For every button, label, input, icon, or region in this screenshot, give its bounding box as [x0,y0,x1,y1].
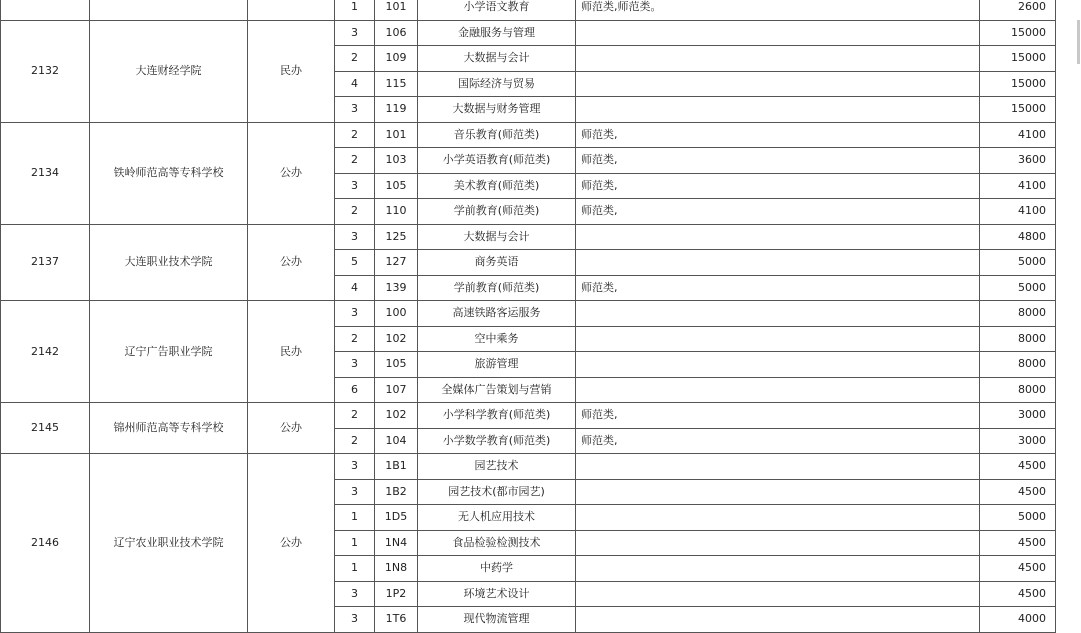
study-years-cell: 2 [335,199,375,225]
major-code-cell: 115 [375,71,418,97]
tuition-cell: 3600 [980,148,1056,174]
tuition-cell: 4800 [980,224,1056,250]
tuition-cell: 15000 [980,97,1056,123]
study-years-cell: 2 [335,326,375,352]
major-code-cell: 105 [375,173,418,199]
school-name-cell: 铁岭师范高等专科学校 [90,122,248,224]
note-cell: 师范类, [576,275,980,301]
tuition-cell: 4500 [980,530,1056,556]
major-code-cell: 139 [375,275,418,301]
major-code-cell: 1T6 [375,607,418,633]
school-type-cell: 公办 [248,454,335,633]
tuition-cell: 4100 [980,122,1056,148]
school-type-cell: 民办 [248,20,335,122]
study-years-cell: 5 [335,250,375,276]
study-years-cell: 3 [335,224,375,250]
major-code-cell: 106 [375,20,418,46]
major-name-cell: 大数据与会计 [418,46,576,72]
study-years-cell: 2 [335,122,375,148]
major-code-cell: 1N8 [375,556,418,582]
study-years-cell: 6 [335,377,375,403]
study-years-cell: 3 [335,352,375,378]
major-name-cell: 园艺技术(都市园艺) [418,479,576,505]
study-years-cell: 2 [335,403,375,429]
study-years-cell: 4 [335,275,375,301]
school-type-cell [248,0,335,20]
note-cell [576,326,980,352]
tuition-cell: 8000 [980,377,1056,403]
tuition-cell: 4500 [980,581,1056,607]
tuition-cell: 5000 [980,250,1056,276]
school-code-cell [1,0,90,20]
school-type-cell: 民办 [248,301,335,403]
note-cell: 师范类, [576,148,980,174]
major-name-cell: 小学数学教育(师范类) [418,428,576,454]
note-cell: 师范类, [576,428,980,454]
study-years-cell: 1 [335,530,375,556]
tuition-cell: 15000 [980,46,1056,72]
school-name-cell: 大连职业技术学院 [90,224,248,301]
school-name-cell: 辽宁农业职业技术学院 [90,454,248,633]
tuition-cell: 8000 [980,352,1056,378]
note-cell [576,224,980,250]
note-cell [576,505,980,531]
study-years-cell: 2 [335,428,375,454]
major-code-cell: 102 [375,326,418,352]
tuition-cell: 4100 [980,199,1056,225]
tuition-cell: 3000 [980,428,1056,454]
note-cell [576,581,980,607]
major-code-cell: 107 [375,377,418,403]
tuition-cell: 2600 [980,0,1056,20]
school-type-cell: 公办 [248,122,335,224]
major-code-cell: 1P2 [375,581,418,607]
study-years-cell: 3 [335,581,375,607]
scrollbar-thumb[interactable] [1077,20,1080,64]
major-name-cell: 小学语文教育 [418,0,576,20]
table-row [1,403,1056,429]
note-cell [576,97,980,123]
study-years-cell: 3 [335,301,375,327]
study-years-cell: 2 [335,46,375,72]
study-years-cell: 2 [335,148,375,174]
major-name-cell: 金融服务与管理 [418,20,576,46]
school-code-cell: 2146 [1,454,90,633]
tuition-cell: 8000 [980,301,1056,327]
note-cell [576,352,980,378]
major-code-cell: 109 [375,46,418,72]
major-code-cell: 105 [375,352,418,378]
study-years-cell: 4 [335,71,375,97]
school-code-cell: 2142 [1,301,90,403]
tuition-cell: 5000 [980,505,1056,531]
study-years-cell: 3 [335,454,375,480]
note-cell [576,607,980,633]
major-name-cell: 音乐教育(师范类) [418,122,576,148]
school-name-cell: 锦州师范高等专科学校 [90,403,248,454]
major-name-cell: 全媒体广告策划与营销 [418,377,576,403]
table-row [1,0,1056,20]
major-name-cell: 国际经济与贸易 [418,71,576,97]
school-code-cell: 2132 [1,20,90,122]
school-name-cell [90,0,248,20]
tuition-cell: 3000 [980,403,1056,429]
table-row [1,224,1056,250]
major-name-cell: 大数据与财务管理 [418,97,576,123]
vertical-scrollbar[interactable] [1075,0,1081,627]
note-cell [576,377,980,403]
study-years-cell: 1 [335,0,375,20]
study-years-cell: 1 [335,556,375,582]
major-name-cell: 环境艺术设计 [418,581,576,607]
major-code-cell: 127 [375,250,418,276]
major-code-cell: 1D5 [375,505,418,531]
school-code-cell: 2145 [1,403,90,454]
note-cell: 师范类, [576,173,980,199]
note-cell: 师范类, [576,199,980,225]
study-years-cell: 3 [335,97,375,123]
major-code-cell: 119 [375,97,418,123]
major-name-cell: 中药学 [418,556,576,582]
major-name-cell: 食品检验检测技术 [418,530,576,556]
major-name-cell: 商务英语 [418,250,576,276]
tuition-cell: 15000 [980,71,1056,97]
tuition-cell: 15000 [980,20,1056,46]
tuition-cell: 4100 [980,173,1056,199]
tuition-cell: 4500 [980,479,1056,505]
note-cell: 师范类, [576,403,980,429]
major-name-cell: 小学英语教育(师范类) [418,148,576,174]
tuition-cell: 4500 [980,454,1056,480]
major-name-cell: 旅游管理 [418,352,576,378]
table-body [1,0,1056,632]
table-row [1,20,1056,46]
major-code-cell: 101 [375,0,418,20]
major-code-cell: 104 [375,428,418,454]
major-name-cell: 学前教育(师范类) [418,199,576,225]
note-cell [576,71,980,97]
tuition-cell: 8000 [980,326,1056,352]
study-years-cell: 1 [335,505,375,531]
study-years-cell: 3 [335,173,375,199]
major-name-cell: 园艺技术 [418,454,576,480]
major-code-cell: 1B1 [375,454,418,480]
note-cell [576,556,980,582]
major-code-cell: 101 [375,122,418,148]
major-name-cell: 学前教育(师范类) [418,275,576,301]
major-code-cell: 1N4 [375,530,418,556]
tuition-cell: 4000 [980,607,1056,633]
note-cell [576,454,980,480]
major-name-cell: 大数据与会计 [418,224,576,250]
note-cell [576,479,980,505]
note-cell [576,20,980,46]
table-row [1,122,1056,148]
major-code-cell: 100 [375,301,418,327]
note-cell [576,530,980,556]
major-name-cell: 小学科学教育(师范类) [418,403,576,429]
major-name-cell: 空中乘务 [418,326,576,352]
note-cell [576,250,980,276]
school-name-cell: 辽宁广告职业学院 [90,301,248,403]
study-years-cell: 3 [335,607,375,633]
note-cell: 师范类,师范类。 [576,0,980,20]
major-name-cell: 无人机应用技术 [418,505,576,531]
study-years-cell: 3 [335,479,375,505]
table-row [1,301,1056,327]
school-name-cell: 大连财经学院 [90,20,248,122]
school-code-cell: 2134 [1,122,90,224]
major-code-cell: 102 [375,403,418,429]
school-type-cell: 公办 [248,403,335,454]
note-cell: 师范类, [576,122,980,148]
major-name-cell: 美术教育(师范类) [418,173,576,199]
school-code-cell: 2137 [1,224,90,301]
major-code-cell: 1B2 [375,479,418,505]
major-code-cell: 110 [375,199,418,225]
study-years-cell: 3 [335,20,375,46]
major-code-cell: 103 [375,148,418,174]
table-row [1,454,1056,480]
note-cell [576,301,980,327]
note-cell [576,46,980,72]
school-type-cell: 公办 [248,224,335,301]
major-name-cell: 现代物流管理 [418,607,576,633]
tuition-cell: 4500 [980,556,1056,582]
tuition-cell: 5000 [980,275,1056,301]
major-code-cell: 125 [375,224,418,250]
major-name-cell: 高速铁路客运服务 [418,301,576,327]
